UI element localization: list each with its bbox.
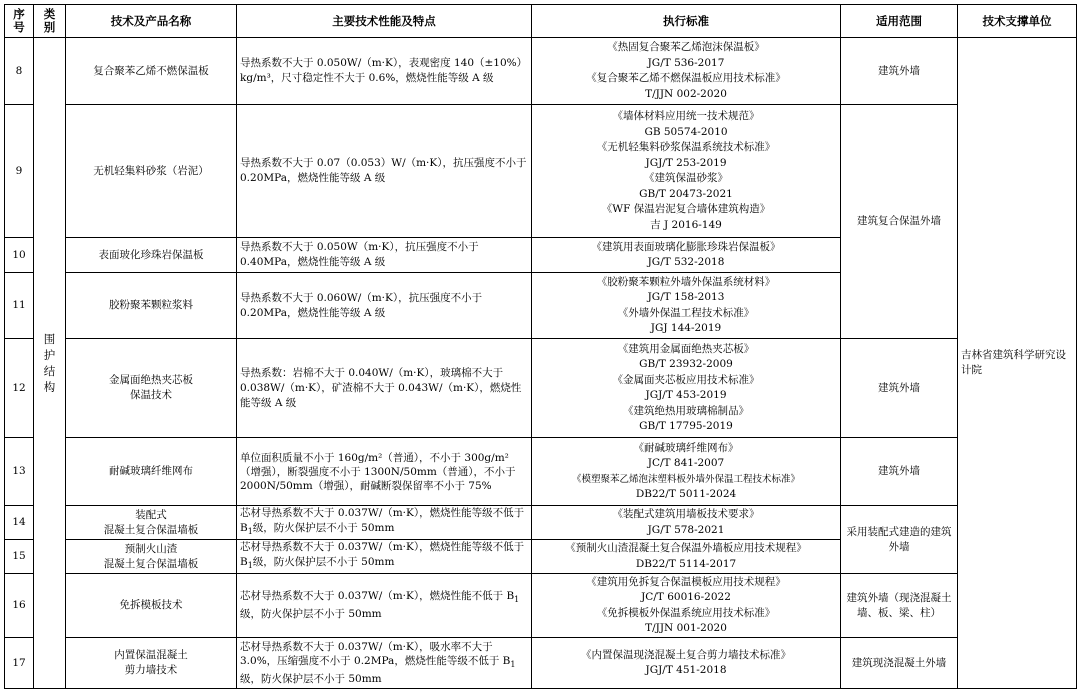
- row-no: 8: [5, 38, 34, 105]
- standards: [532, 105, 841, 238]
- standard-line: JG/T 578-2021: [647, 523, 725, 536]
- standards: [532, 38, 841, 105]
- standard-line: DB22/T 5114-2017: [635, 557, 737, 570]
- standard-line: JG/T 536-2017: [647, 56, 725, 69]
- product-name-line: 混凝土复合保温墙板: [103, 523, 199, 536]
- performance: [237, 638, 532, 689]
- product-name: 耐碱玻璃纤维网布: [66, 438, 237, 506]
- product-name-line: 保温技术: [130, 389, 172, 401]
- performance: [237, 506, 532, 540]
- performance-text: 级，防火保护层不小于 50mm: [240, 673, 382, 686]
- standard-line: JGJ/T 451-2018: [645, 664, 727, 677]
- standard-line: 《内置保温现浇混凝土复合剪力墙技术标准》: [581, 648, 791, 661]
- row-no: 15: [5, 540, 34, 574]
- product-name: [66, 339, 237, 438]
- header-no-text: 序号: [13, 7, 25, 34]
- standard-line: 《建筑保温砂浆》: [644, 172, 728, 184]
- performance-text: 芯材导热系数不大于 0.037W/（m·K），吸水率不大于 3.0%，压缩强度不小于 0.2MPa，燃烧性能等级不低于 B: [240, 641, 511, 668]
- standard-line: JC/T 60016-2022: [641, 591, 731, 604]
- standard-line: JGJ 144-2019: [650, 322, 722, 334]
- standard-line: 吉 J 2016-149: [650, 218, 722, 231]
- row-no: 9: [5, 105, 34, 238]
- performance-text: 级，防火保护层不小于 50mm: [240, 608, 382, 621]
- header-performance: 主要技术性能及特点: [237, 5, 532, 38]
- product-name: 胶粉聚苯颗粒浆料: [66, 273, 237, 339]
- standard-line: JGJ/T 253-2019: [645, 156, 727, 169]
- table-row: [5, 574, 1077, 638]
- header-unit: 技术支撑单位: [958, 5, 1077, 38]
- scope: 采用装配式建造的建筑外墙: [841, 506, 958, 574]
- performance-text: 级，防火保护层不小于 50mm: [252, 522, 395, 534]
- product-name-line: 混凝土复合保温墙板: [103, 557, 199, 570]
- standard-line: 《建筑用表面玻璃化膨胀珍珠岩保温板》: [591, 240, 781, 253]
- standard-line: 《耐碱玻璃纤维网布》: [633, 441, 739, 454]
- standards: [532, 238, 841, 273]
- standard-line: 《胶粉聚苯颗粒外墙外保温系统材料》: [596, 275, 776, 288]
- table-row: [5, 339, 1077, 438]
- performance: 导热系数不大于 0.07（0.053）W/（m·K），抗压强度不小于 0.20MPa，燃烧性能等级 A 级: [237, 105, 532, 238]
- scope: 建筑现浇混凝土外墙: [841, 638, 958, 689]
- product-name: [66, 540, 237, 574]
- product-name: 免拆模板技术: [66, 574, 237, 638]
- grade-subscript: 1: [514, 595, 520, 605]
- standard-line: DB22/T 5011-2024: [635, 488, 737, 500]
- standards: [532, 540, 841, 574]
- standard-line: GB 50574-2010: [644, 125, 728, 138]
- standards: [532, 273, 841, 339]
- standard-line: 《墙体材料应用统一技术规范》: [612, 110, 760, 122]
- standard-line: 《免拆模板外保温系统应用技术标准》: [596, 606, 776, 619]
- product-name: 表面玻化珍珠岩保温板: [66, 238, 237, 273]
- standard-line: 《无机轻集料砂浆保温系统技术标准》: [596, 141, 776, 153]
- grade-subscript: 1: [510, 660, 516, 670]
- product-name-line: 预制火山渣: [124, 542, 178, 555]
- performance: 单位面积质量不小于 160g/m²（普通），不小于 300g/m²（增强），断裂强度不小于 1300N/50mm（普通），不小于 2000N/50mm（增强），耐碱断裂保留率不小于 75%: [237, 438, 532, 506]
- product-name: 无机轻集料砂浆（岩泥）: [66, 105, 237, 238]
- standard-line: 《装配式建筑用墙板技术要求》: [612, 508, 760, 521]
- performance-text: 芯材导热系数不大于 0.037W/（m·K），燃烧性能等级不低于 B: [240, 507, 525, 534]
- table-row: [5, 506, 1077, 540]
- performance: 导热系数不大于 0.060W/（m·K），抗压强度不小于 0.20MPa，燃烧性能等级 A 级: [237, 273, 532, 339]
- support-unit-cell: [958, 38, 1077, 689]
- product-name-line: 装配式: [135, 508, 167, 521]
- table-row: [5, 105, 1077, 238]
- standard-line: 《建筑绝热用玻璃棉制品》: [623, 404, 749, 417]
- scope: 建筑外墙（现浇混凝土墙、板、梁、柱）: [841, 574, 958, 638]
- standard-line: T/JJN 001-2020: [645, 622, 727, 635]
- grade-subscript: 1: [247, 561, 253, 571]
- product-name: [66, 506, 237, 540]
- grade-subscript: 1: [247, 527, 253, 537]
- row-no: 12: [5, 339, 34, 438]
- table-row: [5, 38, 1077, 105]
- technology-table: [4, 4, 1077, 689]
- row-no: 17: [5, 638, 34, 689]
- performance-text: 芯材导热系数不大于 0.037W/（m·K），燃烧性能等级不低于 B: [240, 541, 525, 569]
- standards: [532, 638, 841, 689]
- standard-line: 《建筑用免拆复合保温模板应用技术规程》: [586, 575, 786, 588]
- scope: 建筑外墙: [841, 339, 958, 438]
- scope: 建筑外墙: [841, 38, 958, 105]
- performance: [237, 574, 532, 638]
- header-category-text: 类别: [43, 7, 56, 34]
- standard-line: 《WF 保温岩泥复合墙体建筑构造》: [601, 203, 771, 215]
- standard-line: 《热固复合聚苯乙烯泡沫保温板》: [607, 41, 765, 53]
- product-name: [66, 638, 237, 689]
- product-name-line: 剪力墙技术: [124, 664, 178, 677]
- standards: [532, 574, 841, 638]
- category-text: 围护结构: [43, 332, 56, 395]
- header-category: [34, 5, 66, 38]
- standard-line: GB/T 23932-2009: [639, 358, 733, 370]
- row-no: 14: [5, 506, 34, 540]
- header-standard: 执行标准: [532, 5, 841, 38]
- scope: 建筑外墙: [841, 438, 958, 506]
- scope: 建筑复合保温外墙: [841, 105, 958, 339]
- header-scope: 适用范围: [841, 5, 958, 38]
- category-cell: [34, 38, 66, 689]
- table-row: [5, 438, 1077, 506]
- header-name: 技术及产品名称: [66, 5, 237, 38]
- standards: [532, 438, 841, 506]
- standard-line: JG/T 158-2013: [647, 291, 725, 303]
- row-no: 11: [5, 273, 34, 339]
- header-row: [5, 5, 1077, 38]
- performance: 导热系数：岩棉不大于 0.040W/（m·K），玻璃棉不大于 0.038W/（m·K），矿渣棉不大于 0.043W/（m·K），燃烧性能等级 A 级: [237, 339, 532, 438]
- standard-line: JC/T 841-2007: [647, 457, 725, 469]
- product-name: 复合聚苯乙烯不燃保温板: [66, 38, 237, 105]
- standard-line: JGJ/T 453-2019: [645, 389, 727, 401]
- performance-text: 芯材导热系数不大于 0.037W/（m·K），燃烧性能不低于 B: [240, 590, 515, 603]
- support-unit: 吉林省建筑科学研究设计院: [961, 349, 1066, 377]
- performance: [237, 540, 532, 574]
- standard-line: 《外墙外保温工程技术标准》: [617, 306, 755, 319]
- standards: [532, 506, 841, 540]
- standard-line: GB/T 17795-2019: [639, 420, 733, 432]
- standard-line: 《预制火山渣混凝土复合保温外墙板应用技术规程》: [565, 542, 807, 555]
- performance-text: 级，防火保护层不小于 50mm: [252, 556, 395, 569]
- product-name-line: 内置保温混凝土: [114, 649, 188, 662]
- table-row: [5, 638, 1077, 689]
- row-no: 10: [5, 238, 34, 273]
- standards: [532, 339, 841, 438]
- header-no: [5, 5, 34, 38]
- row-no: 16: [5, 574, 34, 638]
- standard-line: GB/T 20473-2021: [639, 187, 733, 200]
- standard-line: T/JJN 002-2020: [645, 87, 727, 100]
- standard-line: 《模塑聚苯乙烯泡沫塑料板外墙外保温工程技术标准》: [571, 473, 800, 485]
- standard-line: 《建筑用金属面绝热夹芯板》: [617, 342, 755, 355]
- performance: 导热系数不大于 0.050W/（m·K），表观密度 140（±10%）kg/m³，尺寸稳定性不大于 0.6%，燃烧性能等级 A 级: [237, 38, 532, 105]
- standard-line: 《复合聚苯乙烯不燃保温板应用技术标准》: [586, 72, 786, 84]
- performance: 导热系数不大于 0.050W（m·K），抗压强度不小于 0.40MPa，燃烧性能等级 A 级: [237, 238, 532, 273]
- standard-line: JG/T 532-2018: [647, 256, 725, 268]
- standard-line: 《金属面夹芯板应用技术标准》: [612, 373, 760, 386]
- row-no: 13: [5, 438, 34, 506]
- product-name-line: 金属面绝热夹芯板: [109, 374, 193, 386]
